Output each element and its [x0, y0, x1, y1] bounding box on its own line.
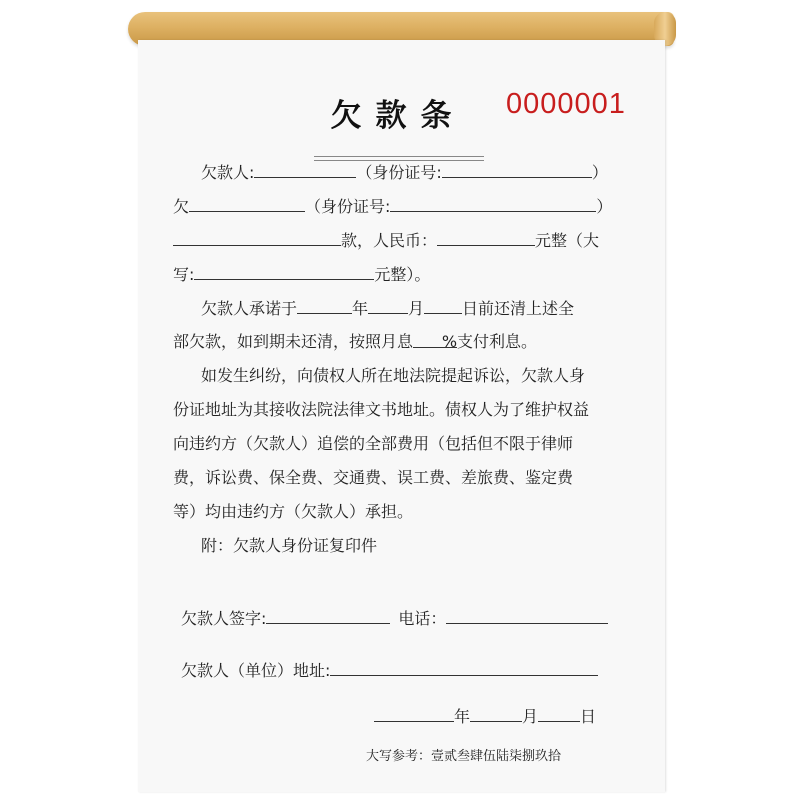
borrower-name-field[interactable]: [254, 162, 356, 178]
sign-day-label: 日: [580, 707, 597, 726]
attachment-note: 附：欠款人身份证复印件: [201, 536, 378, 555]
id-label-2: （身份证号:: [305, 197, 391, 216]
title-underline: [314, 156, 484, 157]
due-year-field[interactable]: [297, 298, 352, 314]
kuan-rmb-label: 款，人民币：: [341, 231, 438, 250]
xie-label: 写:: [173, 265, 195, 284]
amount-line: [173, 230, 633, 251]
address-line: [181, 660, 641, 681]
dispute-line-5: 等）均由违约方（欠款人）承担。: [173, 502, 414, 521]
sign-year-label: 年: [454, 707, 471, 726]
day-clear-label: 日前还清上述全: [462, 299, 575, 318]
promise-label: 欠款人承诺于: [201, 299, 298, 318]
signature-label: 欠款人签字:: [181, 609, 267, 628]
yuanzheng-end-label: 元整）。: [374, 265, 431, 284]
due-day-field[interactable]: [424, 298, 462, 314]
amount-purpose-field[interactable]: [173, 230, 341, 246]
sign-month-label: 月: [522, 707, 539, 726]
dispute-line-3: 向违约方（欠款人）追偿的全部费用（包括但不限于律师: [173, 434, 574, 453]
creditor-id-field[interactable]: [390, 196, 596, 212]
title-block: [314, 90, 468, 160]
document-title: 欠款条: [330, 98, 466, 134]
month-label: 月: [408, 299, 425, 318]
interest-line: [173, 332, 633, 352]
serial-number: 0000001: [506, 88, 626, 120]
sign-day-field[interactable]: [538, 706, 580, 722]
amount-words-line: [173, 264, 633, 285]
interest-label: 部欠款，如到期未还清，按照月息: [173, 332, 414, 351]
creditor-name-field[interactable]: [189, 196, 305, 212]
amount-figure-field[interactable]: [437, 230, 535, 246]
dispute-line-1: 如发生纠纷，向债权人所在地法院提起诉讼，欠款人身: [201, 366, 586, 385]
borrower-id-field[interactable]: [442, 162, 592, 178]
phone-field[interactable]: [446, 608, 608, 624]
phone-label: 电话：: [398, 609, 447, 628]
dispute-line-4: 费，诉讼费、保全费、交通费、误工费、差旅费、鉴定费: [173, 468, 574, 487]
address-label: 欠款人（单位）地址:: [181, 661, 331, 680]
sign-month-field[interactable]: [470, 706, 522, 722]
promise-line: [201, 298, 661, 319]
sign-year-field[interactable]: [374, 706, 454, 722]
interest-post-label: 支付利息。: [457, 332, 538, 351]
borrower-label: 欠款人:: [201, 163, 255, 182]
yuanzheng-da-label: 元整（大: [535, 231, 600, 250]
signature-line: [181, 608, 641, 629]
close-paren: ）: [591, 163, 608, 182]
iou-form-sheet: [138, 40, 665, 792]
capital-numerals-reference: 大写参考：壹贰叁肆伍陆柒捌玖拾: [366, 749, 562, 764]
dispute-line-2: 份证地址为其接收法院法律文书地址。债权人为了维护权益: [173, 400, 590, 419]
interest-rate-field[interactable]: [413, 332, 458, 351]
borrower-line: [201, 162, 661, 183]
address-field[interactable]: [330, 660, 598, 676]
due-month-field[interactable]: [368, 298, 408, 314]
close-paren-2: ）: [596, 197, 613, 216]
signature-field[interactable]: [266, 608, 390, 624]
sign-date-line: [374, 706, 800, 727]
id-label: （身份证号:: [356, 163, 442, 182]
percent-sign: %: [441, 332, 458, 351]
creditor-line: [173, 196, 633, 217]
year-label: 年: [352, 299, 369, 318]
amount-words-field[interactable]: [194, 264, 374, 280]
owe-label: 欠: [173, 197, 190, 216]
title-underline-double: [314, 160, 484, 161]
